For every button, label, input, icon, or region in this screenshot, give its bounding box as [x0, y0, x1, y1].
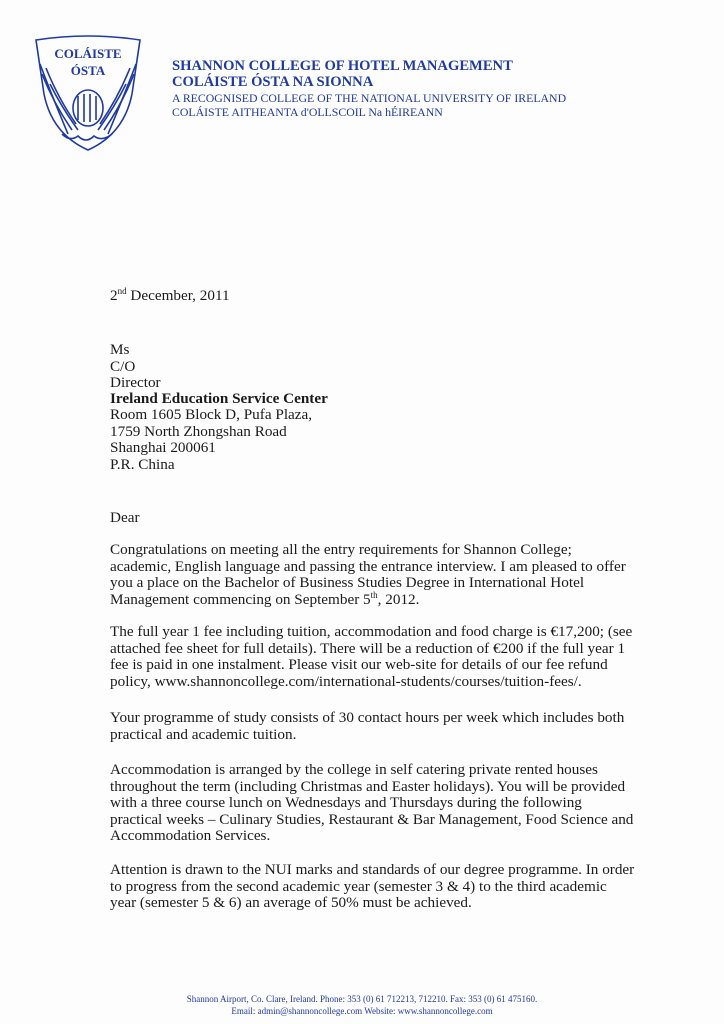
paragraph-line: attached fee sheet for full details). There will be a reduction of €200 if the full year 1	[110, 639, 626, 657]
paragraph-fees	[110, 623, 633, 690]
recipient-line: Ms	[110, 341, 130, 358]
paragraph-line: practical and academic tuition.	[110, 725, 297, 743]
paragraph-accommodation	[110, 761, 634, 845]
paragraph-line: Accommodation is arranged by the college in self catering private rented houses	[110, 761, 598, 778]
recipient-line: P.R. China	[110, 456, 175, 473]
paragraph-line: policy, www.shannoncollege.com/international-students/courses/tuition-fees/.	[110, 672, 582, 690]
college-crest-logo	[32, 34, 144, 154]
recipient-organization: Ireland Education Service Center	[110, 390, 328, 407]
paragraph-line: Your programme of study consists of 30 contact hours per week which includes both	[110, 709, 625, 726]
paragraph-line: with a three course lunch on Wednesdays and Thursdays during the following	[110, 794, 582, 811]
recipient-line: Shanghai 200061	[110, 439, 216, 456]
line-superscript: th	[370, 589, 378, 600]
line-text: Management commencing on September 5	[110, 590, 371, 608]
letter-date	[110, 287, 230, 305]
logo-text-top: COLÁISTE	[54, 46, 122, 61]
recognition-ga: COLÁISTE AITHEANTA d'OLLSCOIL Na hÉIREANN	[172, 105, 443, 119]
date-suffix: nd	[117, 285, 127, 296]
recognition-en: A RECOGNISED COLLEGE OF THE NATIONAL UNIVERSITY OF IRELAND	[172, 91, 567, 105]
paragraph-line: Attention is drawn to the NUI marks and standards of our degree programme. In order	[110, 861, 635, 878]
paragraph-line	[110, 589, 630, 609]
paragraph-line: you a place on the Bachelor of Business Studies Degree in International Hotel	[110, 574, 585, 591]
recipient-line: Room 1605 Block D, Pufa Plaza,	[110, 406, 313, 423]
logo-text-bottom: ÓSTA	[70, 63, 106, 78]
recipient-line: C/O	[110, 358, 136, 375]
college-name-ga: COLÁISTE ÓSTA NA SIONNA	[172, 74, 374, 90]
college-name-en: SHANNON COLLEGE OF HOTEL MANAGEMENT	[172, 58, 513, 74]
paragraph-line: academic, English language and passing the entrance interview. I am pleased to offer	[110, 557, 626, 575]
paragraph-line: to progress from the second academic year (semester 3 & 4) to the third academic	[110, 877, 607, 895]
recipient-line: Director	[110, 374, 161, 391]
paragraph-line: The full year 1 fee including tuition, accommodation and food charge is €17,200; (see	[110, 623, 633, 640]
footer-web-line: Email: admin@shannoncollege.com Website: www.shannoncollege.com	[231, 1006, 493, 1016]
paragraph-line: year (semester 5 & 6) an average of 50% must be achieved.	[110, 894, 472, 911]
paragraph-line: fee is paid in one instalment. Please visit our web-site for details of our fee refund	[110, 656, 608, 673]
footer-contact-line: Shannon Airport, Co. Clare, Ireland. Phone: 353 (0) 61 712213, 712210. Fax: 353 (0) 61 475160.	[186, 994, 538, 1004]
paragraph-line: Accommodation Services.	[110, 827, 271, 844]
paragraph-offer	[110, 542, 630, 608]
paragraph-standards	[110, 861, 635, 912]
line-text: , 2012.	[377, 590, 420, 608]
date-day: 2	[110, 287, 118, 304]
paragraph-line: practical weeks – Culinary Studies, Restaurant & Bar Management, Food Science and	[110, 810, 634, 828]
recipient-line: 1759 North Zhongshan Road	[110, 423, 287, 440]
paragraph-line: throughout the term (including Christmas and Easter holidays). You will be provided	[110, 777, 626, 795]
salutation: Dear	[110, 509, 140, 526]
paragraph-programme	[110, 710, 630, 743]
date-rest: December, 2011	[126, 287, 230, 304]
paragraph-line: Congratulations on meeting all the entry requirements for Shannon College;	[110, 541, 572, 558]
